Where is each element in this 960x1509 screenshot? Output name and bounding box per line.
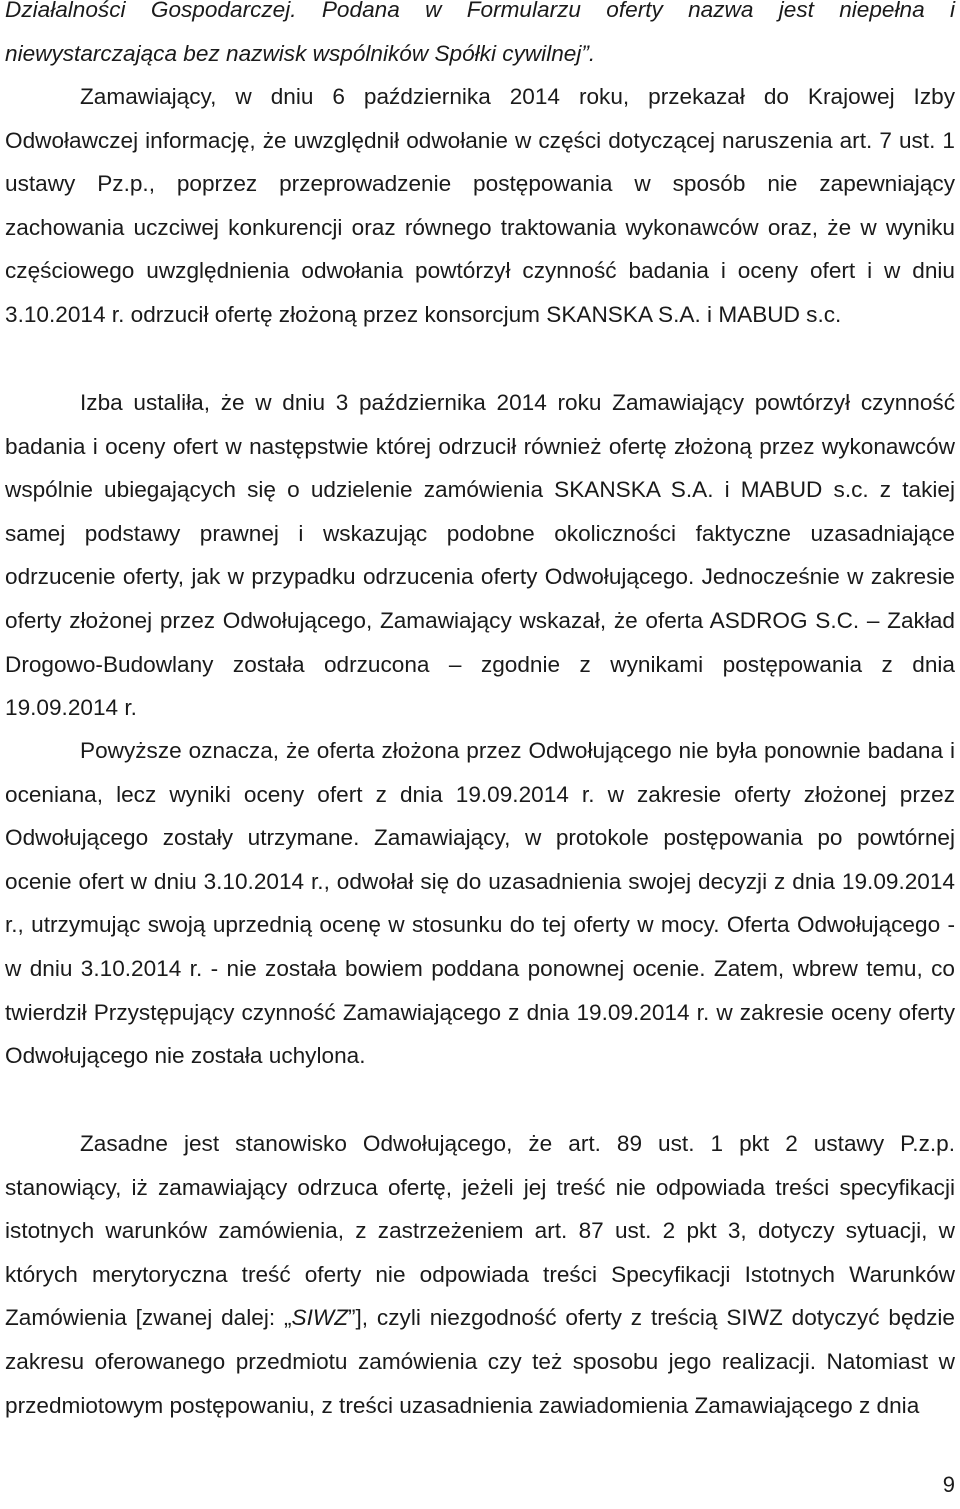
siwz-abbreviation: SIWZ xyxy=(291,1305,348,1331)
page-number: 9 xyxy=(942,1472,955,1497)
paragraph-continuation: Działalności Gospodarczej. Podana w Formularzu oferty nazwa jest niepełna i niewystarczająca bez nazwisk wspólników Spółki cywilnej”. xyxy=(5,0,955,66)
paragraph-powyzsze-oznacza: Powyższe oznacza, że oferta złożona przez Odwołującego nie była ponownie badana i oceniana, lecz wyniki oceny ofert z dnia 19.09.2014 r. w zakresie oferty złożonej przez Odwołującego zostały utrzymane. Zamawiający, w protokole postępowania po powtórnej ocenie ofert w dniu 3.10.2014 r., odwołał się do uzasadnienia swojej decyzji z dnia 19.09.2014 r., utrzymując swoją uprzednią ocenę w stosunku do tej oferty w mocy. Oferta Odwołującego - w dniu 3.10.2014 r. - nie została bowiem poddana ponownej ocenie. Zatem, wbrew temu, co twierdził Przystępujący czynność Zamawiającego z dnia 19.09.2014 r. w zakresie oceny oferty Odwołującego nie została uchylona. xyxy=(5,738,955,1069)
paragraph-izba-ustalila: Izba ustaliła, że w dniu 3 października 2014 roku Zamawiający powtórzył czynność badania i oceny ofert w następstwie której odrzucił również ofertę złożoną przez wykonawców wspólnie ubiegających się o udzielenie zamówienia SKANSKA S.A. i MABUD s.c. z takiej samej podstawy prawnej i wskazując podobne okoliczności faktyczne uzasadniające odrzucenie oferty, jak w przypadku odrzucenia oferty Odwołującego. Jednocześnie w zakresie oferty złożonej przez Odwołującego, Zamawiający wskazał, że oferta ASDROG S.C. – Zakład Drogowo-Budowlany została odrzucona – zgodnie z wynikami postępowania z dnia 19.09.2014 r. xyxy=(5,390,955,721)
paragraph-text-part: Zasadne jest stanowisko Odwołującego, że art. 89 ust. 1 pkt 2 ustawy P.z.p. stanowiący, iż zamawiający odrzuca ofertę, jeżeli jej treść nie odpowiada treści specyfikacji istotnych warunków zamówienia, z zastrzeżeniem art. 87 ust. 2 pkt 3, dotyczy sytuacji, w których merytoryczna treść oferty nie odpowiada treści Specyfikacji Istotnych Warunków Zamówienia [zwanej dalej: „ xyxy=(5,1131,955,1331)
paragraph-zasadne-jest xyxy=(5,1122,955,1427)
paragraph-zamawiajacy-przekazal: Zamawiający, w dniu 6 października 2014 roku, przekazał do Krajowej Izby Odwoławczej informację, że uwzględnił odwołanie w części dotyczącej naruszenia art. 7 ust. 1 ustawy Pz.p., poprzez przeprowadzenie postępowania w sposób nie zapewniający zachowania uczciwej konkurencji oraz równego traktowania wykonawców oraz, że w wyniku częściowego uwzględnienia odwołania powtórzył czynność badania i oceny ofert i w dniu 3.10.2014 r. odrzucił ofertę złożoną przez konsorcjum SKANSKA S.A. i MABUD s.c. xyxy=(5,84,955,327)
paragraph-text-part: ”], czyli niezgodność oferty z treścią SIWZ dotyczyć będzie zakresu oferowanego przedmiotu zamówienia czy też sposobu jego realizacji. Natomiast w przedmiotowym postępowaniu, z treści uzasadnienia zawiadomienia Zamawiającego z dnia xyxy=(5,1305,955,1418)
